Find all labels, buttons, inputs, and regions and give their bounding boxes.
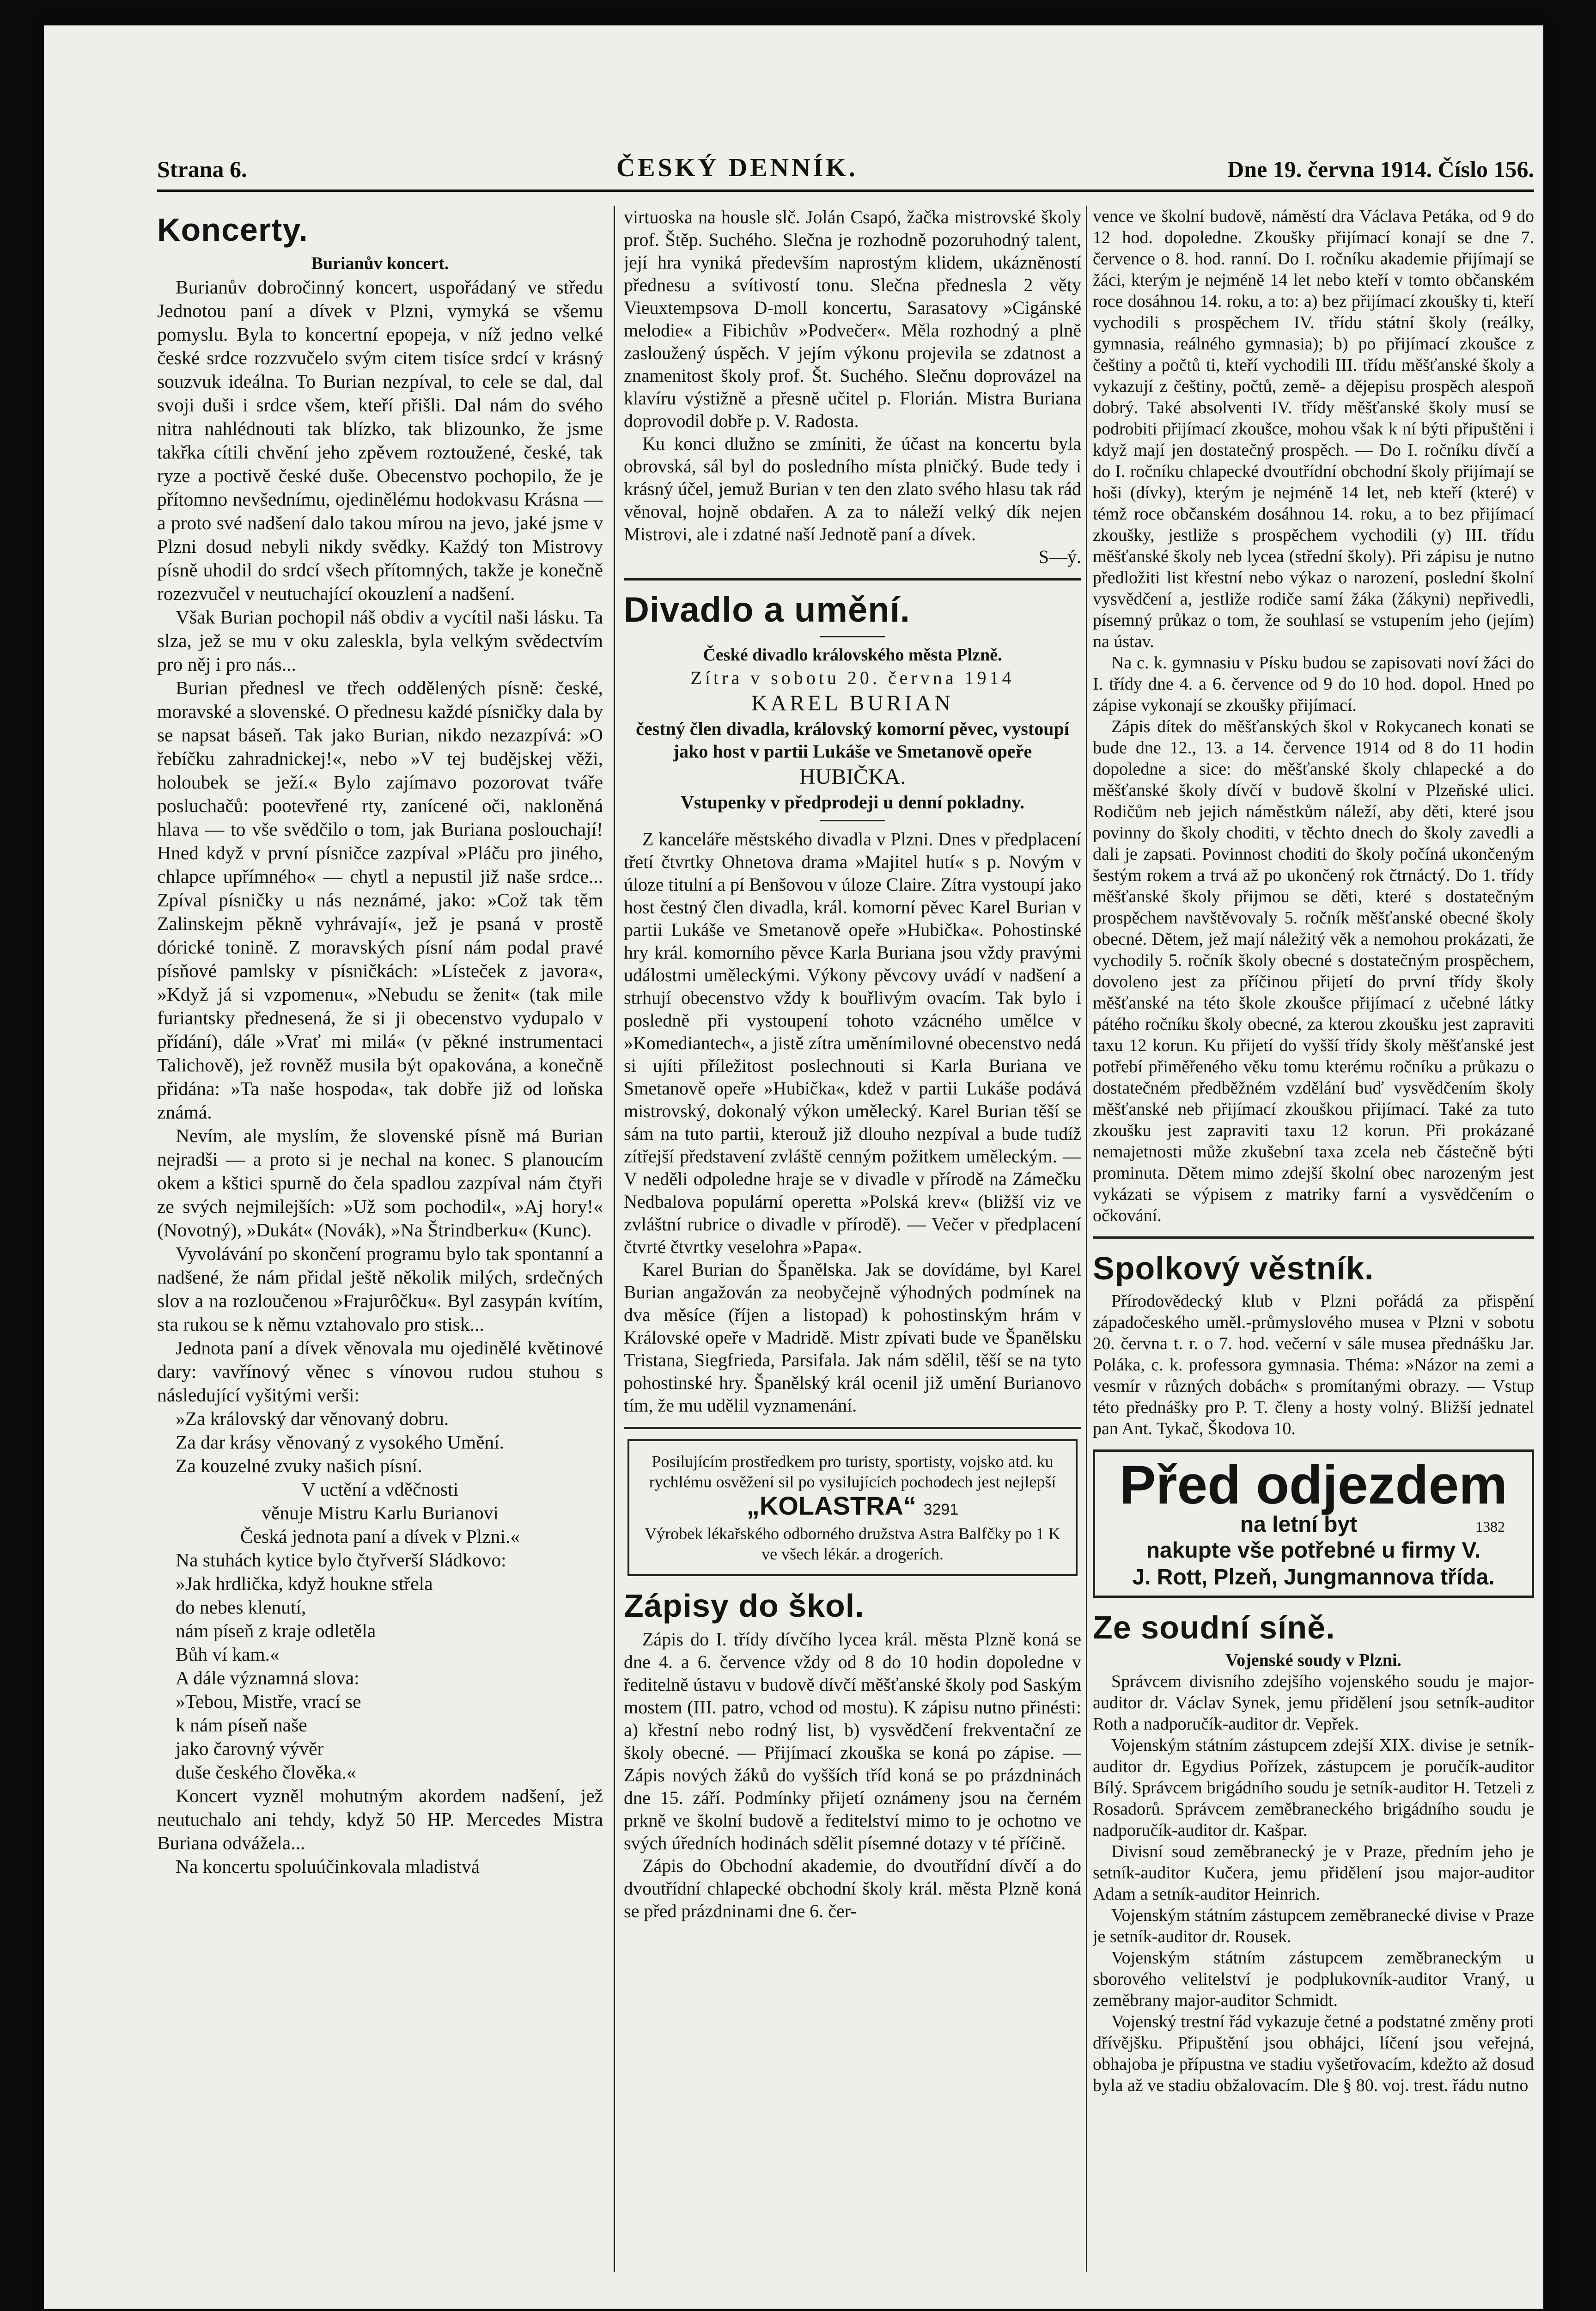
ad-line: J. Rott, Plzeň, Jungmannova třída. <box>1132 1565 1495 1590</box>
paragraph: Přírodovědecký klub v Plzni pořádá za přispění západočeského uměl.-průmyslového musea v Plzni v sobotu 20. června t. r. o 7. hod. večerní v sále musea přednášku Jar. Poláka, c. k. professora gymnasia. Théma: »Názor na zemi a vesmír v různých dobách« s promítanými obrazy. — Vstup této přednášky pro P. T. členy a hosty volný. Bližší jednatel pan Ant. Tykač, Škodova 10. <box>1093 1291 1534 1438</box>
ad-footer: Výrobek lékařského odborného družstva Astra Balfčky po 1 K ve všech lékár. a drogerích. <box>645 1524 1060 1563</box>
column-1 <box>157 206 603 2276</box>
ad-line: nakupte vše potřebné u firmy V. <box>1146 1538 1481 1563</box>
dedication-line: Česká jednota paní a dívek v Plzni.« <box>240 1526 520 1547</box>
page-number: Strana 6. <box>157 156 247 182</box>
ad-brand-name: „KOLASTRA“ <box>746 1491 916 1520</box>
newspaper-title: ČESKÝ DENNÍK. <box>616 153 858 182</box>
section-rule <box>624 1427 1081 1429</box>
advertisement-kolastra <box>627 1439 1078 1576</box>
paragraph: Na c. k. gymnasiu v Písku budou se zapisovati noví žáci do I. třídy dne 4. a 6. července od 9 do 10 hod. dopol. Hned po zápise vykonají se zkoušky přijímací. <box>1093 653 1534 715</box>
paragraph: Vojenský trestní řád vykazuje četné a podstatné změny proti dřívějšku. Připuštění jsou obhájci, líčení jsou veřejná, obhajoba je přípustna ve stadiu vyšetřovacím, kdežto až dosud byla až ve stadiu obžalovacím. Dle § 80. voj. trest. řádu nutno <box>1093 2012 1534 2095</box>
poem-line: Bůh ví kam.« <box>176 1644 280 1665</box>
guest-name: KAREL BURIAN <box>751 691 954 715</box>
paragraph: Vojenským státním zástupcem zdejší XIX. divise je setník-auditor dr. Egydius Pořízek, zástupcem je poručík-auditor Bílý. Správcem brigádního soudu je setník-auditor H. Tetzeli z Rosadorů. Správcem zeměbraneckého brigádního soudu je nadporučík-auditor dr. Kašpar. <box>1093 1736 1534 1840</box>
paragraph: Karel Burian do Španělska. Jak se dovídáme, byl Karel Burian angažován za neobyčejně výhodných podmínek na dva měsíce (říjen a listopad) k pohostinským hrám v Královské opeře v Madridě. Mistr zpívati bude ve Španělsku Tristana, Siegfrieda, Parsifala. Jak nám sdělil, těší se na tyto pohostinské hry. Španělský král ocenil již umění Burianovo tím, že mu udělil vyznamenání. <box>624 1259 1081 1416</box>
paragraph: Zápis do I. třídy dívčího lycea král. města Plzně koná se dne 4. a 6. července vždy od 8 do 10 hodin dopoledne v ředitelně ústavu v budově dívčí měšťanské školy pod Saským mostem (III. patro, vchod od mostu). K zápisu nutno přinésti: a) křestní nebo rodný list, b) vysvědčení frekventační ze školy obecné. — Přijímací zkouška se koná po zápise. — Zápis nových žáků do vyšších tříd koná se po prázdninách dne 15. září. Podmínky přijetí oznámeny jsou na černém prkně ve školní budově a ředitelství mimo to je ochotno ve svých úředních hodinách sdělit písemné dotazy v té příčině. <box>624 1629 1081 1853</box>
section-heading-koncerty: Koncerty. <box>157 212 308 248</box>
paragraph: Však Burian pochopil náš obdiv a vycítil naši lásku. Ta slza, jež se mu v oku zaleskla, byla velkým svědectvím pro něj i pro nás... <box>157 606 603 675</box>
paragraph: Divisní soud zeměbranecký je v Praze, předním jeho je setník-auditor Kučera, jemu přidělení jsou major-auditor Adam a setník-auditor Heinrich. <box>1093 1842 1534 1904</box>
guest-description: čestný člen divadla, královský komorní pěvec, vystoupí jako host v partii Lukáše ve Smetanově opeře <box>636 718 1069 762</box>
ticket-note: Vstupenky v předprodeji u denní pokladny. <box>681 792 1024 813</box>
header-rule <box>157 190 1534 192</box>
paragraph: Jednota paní a dívek věnovala mu ojedinělé květinové dary: vavřínový věnec s vínovou rudou stuhou s následující vyšitými verši: <box>157 1337 603 1406</box>
paragraph: Vojenským státním zástupcem zeměbraneckým u sborového velitelství je podplukovník-auditor Vraný, u zeměbrany major-auditor Schmidt. <box>1093 1948 1534 2010</box>
paragraph: Zápis do Obchodní akademie, do dvoutřídní dívčí a do dvoutřídní chlapecké obchodní školy král. města Plzně koná se před prázdninami dne 6. čer- <box>624 1855 1081 1921</box>
signature: S—ý. <box>1038 546 1081 567</box>
paragraph: Z kanceláře městského divadla v Plzni. Dnes v předplacení třetí čtvrtky Ohnetova drama »Majitel hutí« s p. Novým v úloze titulní a pí Benšovou v úloze Claire. Zítra vystoupí jako host čestný člen divadla, král. komorní pěvec Karel Burian v partii Lukáše ve Smetanově opeře »Hubička«. Pohostinské hry král. komorního pěvce Karla Buriana jsou vždy pravými událostmi uměleckými. Výkony pěvcovy uvádí v nadšení a strhují obecenstvo vždy k bouřlivým ovacím. Tak bylo i posledně při vystoupení tohoto vzácného umělce v »Komediantech«, a jistě zítra uměnímilovné obecenstvo nedá si ujíti příležitost poslechnouti si Karla Buriana ve Smetanově opeře »Hubička«, kdež v partii Lukáše podává mistrovský, dokonalý výkon umělecký. Karel Burian těší se sám na tuto partii, kterouž již dlouho nezpíval a bude tudíž zítřejší představení zvláště cenným požitkem uměleckým. — V neděli odpoledne hraje se v divadle v přírodě na Zámečku Nedbalova populární operetta »Polská krev« (bližší viz ve zvláštní rubrice o divadle v přírodě). — Večer v předplacení čtvrté čtvrtky veselohra »Papa«. <box>624 829 1081 1257</box>
poem-line: do nebes klenutí, <box>176 1596 306 1618</box>
page-header <box>157 150 1534 183</box>
column-divider <box>614 206 615 2272</box>
poem-line: »Za královský dar věnovaný dobru. <box>176 1408 449 1429</box>
poem-line: k nám píseň naše <box>176 1714 307 1736</box>
poem-line: duše českého člověka.« <box>176 1761 356 1783</box>
ad-text: Posilujícím prostředkem pro turisty, sportisty, vojsko atd. ku rychlému osvěžení sil po vysilujících pochodech jest nejlepší <box>649 1452 1056 1491</box>
newspaper-page <box>44 25 1543 2309</box>
paragraph: Zápis dítek do měšťanských škol v Rokycanech konati se bude dne 12., 13. a 14. července 1914 od 8 do 11 hodin dopoledne a sice: do měšťanské školy chlapecké a do měšťanské školy dívčí v budově školní v Plzeňské ulici. Rodičům neb jejich náměstkům náleží, aby děti, které jsou povinny do školy choditi, v těchto dnech do školy zavedli a dali je zapsati. Povinnost choditi do školy počíná ukončeným šestým rokem a trvá až po ukončený rok čtrnáctý. Do 1. třídy měšťanské školy přijmou se děti, které s dostatečným prospěchem navštěvovaly 5. ročník měšťanské obecné školy obecné. Dětem, jež mají náležitý věk a nemohou prokázati, že vychodily 5. ročník školy obecné s dostatečným prospěchem, dovoleno jest za příčinou přijetí do první třídy školy měšťanské na této škole zkoušce přijímací z učebné látky pátého ročníku školy obecné, za kterou zkoušku jest zapraviti taxu 12 korun. Ku přijetí do vyšší třídy školy měšťanské jest potřebí přiměřeného věku tomu kterému ročníku a průkazu o dostatečném předběžném vzdělání buď vysvědčením školy měšťanské neb přijímací zkouškou přijímací. Také za tuto zkoušku jest zapraviti taxu 12 korun. Při prokázané nemajetnosti může zkušební taxa zcela neb částečně býti prominuta. Dětem mimo zdejší školní obec narozeným jest vykázati se výpisem z matriky farní a vysvědčením o očkování. <box>1093 717 1534 1225</box>
dedication-line: věnuje Mistru Karlu Burianovi <box>262 1502 499 1523</box>
paragraph: Správcem divisního zdejšího vojenského soudu je major-auditor dr. Václav Synek, jemu přidělení jsou setník-auditor Roth a nadporučík-auditor dr. Vepřek. <box>1093 1672 1534 1734</box>
paragraph: Ku konci dlužno se zmíniti, že účast na koncertu byla obrovská, sál byl do posledního místa plničký. Bude tedy i krásný účel, jemuž Burian v ten den zlato svého hlasu tak rád věnoval, hojně obdařen. A za to náleží velký dík nejen Mistrovi, ale i zdatné naší Jednotě paní a dívek. <box>624 433 1081 544</box>
paragraph: virtuoska na housle slč. Jolán Csapó, žačka mistrovské školy prof. Štěp. Suchého. Slečna je rozhodně pozoruhodný talent, její hra vyniká především naprostým klidem, ukázněností přednesu a svítivostí tonu. Slečna přednesla 2 věty Vieuxtempsova D-moll koncertu, Sarasatovy »Cigánské melodie« a Fibichův »Podvečer«. Měla rozhodný a plně zasloužený úspěch. V jejím výkonu projevila se zdatnost a znamenitost školy prof. Št. Suchého. Slečnu doprovázel na klavíru výstižně a přesně učitel p. Florián. Mistra Buriana doprovodil dobře p. V. Radosta. <box>624 207 1081 431</box>
poem-line: nám píseň z kraje odletěla <box>176 1620 376 1641</box>
opera-title: HUBIČKA. <box>799 764 906 789</box>
section-rule <box>1093 1236 1534 1239</box>
column-2 <box>624 206 1081 2276</box>
paragraph: A dále významná slova: <box>176 1667 359 1688</box>
poem-line: Za dar krásy věnovaný z vysokého Umění. <box>176 1431 505 1453</box>
section-heading-zapisy: Zápisy do škol. <box>624 1588 865 1624</box>
paragraph: Burian přednesl ve třech oddělených písně: české, moravské a slovenské. O přednesu každé písničky dala by se napsat báseň. Tak jako Burian, nikdo nezazpívá: »O řebíčku zahradnickej!«, nebo »V tej budějskej věži, holoubek se ježí.« Bylo zajímavo pozorovat tváře posluchačů: pootevřené rty, zanícené oči, nakloněná hlava — to vše svědčilo o tom, jak Buriana poslouchají! Hned když v první písničce zazpíval »Pláču pro jiného, chlapce upřímného« — chytl a nepustil již naše srdce... Zpíval písničky u nás neznámé, jako: »Což tak těm Zalinskejm pěkně vyhrávají«, jež je psaná v prostě dórické tonině. Z moravských písní nám podal pravé písňové pamlsky v písničkách: »Lísteček z javora«, »Když já si vzpomenu«, »Nebudu se ženit« (tak mile furiantsky přednesená, že si ji obecenstvo vydupalo v přídání), dále »Vrať mi milá« (v pěkné instrumentaci Talichově), jež rovněž musila být opakována, a konečně přidána: »Ta naše hospoda«, tak dobře již od loňska známá. <box>157 677 603 1123</box>
section-rule <box>624 578 1081 581</box>
paragraph: Koncert vyzněl mohutným akordem nadšení, jež neutuchalo ani tehdy, když 50 HP. Mercedes Mistra Buriana odvážela... <box>157 1785 603 1853</box>
article-subtitle: Vojenské soudy v Plzni. <box>1225 1651 1401 1670</box>
ad-number: 3291 <box>923 1501 959 1518</box>
dedication-line: V uctění a vděčnosti <box>301 1479 459 1500</box>
paragraph: vence ve školní budově, náměstí dra Václava Petáka, od 9 do 12 hod. dopoledne. Zkoušky přijímací konají se dne 7. července o 8. hod. ranní. Do I. ročníku akademie přijímají se žáci, kterým je nejméně 14 let nebo kteří v tomto občanském roce dosáhnou 14. roku, a to: a) bez přijímací zkoušky ti, kteří vychodili s prospěchem IV. třídu státní školy (reálky, gymnasia, reálného gymnasia); b) po přijímací zkoušce z češtiny a počtů ti, kteří vychodili III. třídu měšťanské školy a vykazují z češtiny, počtů, země- a dějepisu prospěch alespoň dobrý. Také absolventi IV. třídy měšťanské školy musí se podrobiti přijímací zkoušce, mohou však k ní býti připuštěni i když mají jen dostatečný prospěch. — Do I. ročníku dívčí a do I. ročníku chlapecké dvoutřídní obchodní školy přijímají se hoši (dívky), kterým je nejméně 14 let, neb kteří (které) v témž roce občanském dosáhnou 14. roku, a to bez přijímací zkoušky, jestliže s prospěchem vychodili (y) III. třídu měšťanské školy neb lycea (střední školy). Při zápisu je nutno předložiti list křestní nebo výkaz o narození, poslední školní vysvědčení a, jestliže rodiče samí žáka (žákyni) nepřivedli, písemný průkaz o tom, že souhlasí se vstupením jeho (jejím) na ústav. <box>1093 207 1534 651</box>
ad-subtitle: na letní byt <box>1240 1512 1358 1537</box>
date-issue: Dne 19. června 1914. Číslo 156. <box>1227 156 1534 182</box>
ad-number: 1382 <box>1475 1518 1505 1535</box>
section-heading-spolkovy: Spolkový věstník. <box>1093 1250 1374 1286</box>
ad-brand <box>642 1491 1063 1520</box>
poem-line: »Tebou, Mistře, vrací se <box>176 1691 361 1712</box>
paragraph: Vojenským státním zástupcem zeměbranecké divise v Praze je setník-auditor dr. Rousek. <box>1093 1906 1534 1946</box>
poem-line: Za kouzelné zvuky našich písní. <box>176 1455 422 1476</box>
poem-line: jako čarovný vývěr <box>176 1738 324 1759</box>
ad-headline: Před odjezdem <box>1119 1455 1508 1516</box>
section-heading-divadlo: Divadlo a umění. <box>624 590 910 630</box>
column-3 <box>1093 206 1534 2276</box>
paragraph: Na koncertu spoluúčinkovala mladistvá <box>176 1856 480 1877</box>
article-subtitle: Burianův koncert. <box>311 254 449 273</box>
column-divider <box>1086 206 1087 2272</box>
short-rule <box>820 820 885 821</box>
ad-subline <box>1103 1514 1523 1537</box>
performance-date: Zítra v sobotu 20. června 1914 <box>690 667 1015 688</box>
paragraph: Na stuhách kytice bylo čtyřverší Sládkovo: <box>176 1549 506 1571</box>
paragraph: Vyvolávání po skončení programu bylo tak spontanní a nadšené, že nám přidal ještě několik milých, srdečných slov a na rozloučenou »Frajurôčku«. Byl zasypán kvítím, sta rukou se k němu vztahovalo pro stisk... <box>157 1243 603 1335</box>
section-heading-soudni: Ze soudní síně. <box>1093 1609 1335 1645</box>
advertisement-rott <box>1093 1449 1534 1598</box>
paragraph: Nevím, ale myslím, že slovenské písně má Burian nejradši — a proto si je nechal na konec. S planoucím okem a kštici spurně do čela spadlou zazpíval nám čtyři ze svých nejmilejších: »Už som pochodil«, »Aj hory!« (Novotný), »Dukát« (Novák), »Na Štrindberku« (Kunc). <box>157 1125 603 1241</box>
theatre-name: České divadlo královského města Plzně. <box>703 645 1002 665</box>
paragraph: Burianův dobročinný koncert, uspořádaný ve středu Jednotou paní a dívek v Plzni, vymyká se všemu pomyslu. Byla to koncertní epopeja, v níž jedno velké české srdce rozzvučelo svým citem tisíce srdcí v krásný souzvuk ideálna. To Burian nezpíval, to cele se dal, dal svoji duši i srdce všem, kteří přišli. Dal nám do svého nitra nahlédnouti tak blízko, tak blizounko, že jsme takřka cítili chvění jeho zpěvem roztoužené, české, tak ryze a poctivě české duše. Obecenstvo pochopilo, že je přítomno nevšednímu, ojedinělému hodokvasu Krásna — a proto své nadšení dalo takou mírou na jevo, jaké jsme v Plzni dosud nebyli nikdy svědky. Každý ton Mistrovy písně uhodil do srdcí všech přítomných, takže je konečně rozezvučel v neutuchající okouzlení a nadšení. <box>157 276 603 604</box>
short-rule <box>820 636 885 637</box>
poem-line: »Jak hrdlička, když houkne střela <box>176 1573 433 1594</box>
